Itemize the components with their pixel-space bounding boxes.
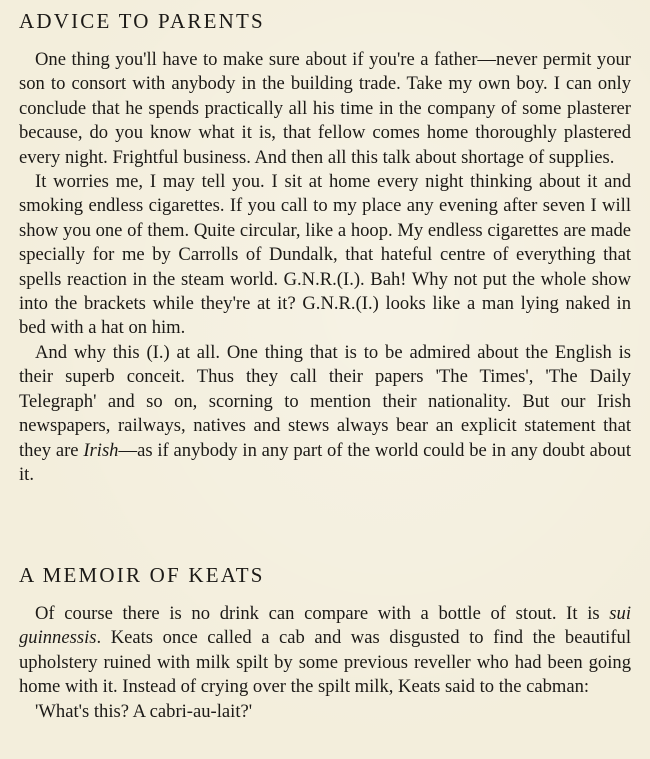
section-memoir-of-keats [19,562,631,724]
section-heading: A MEMOIR OF KEATS [19,563,265,587]
paragraph: And why this (I.) at all. One thing that is to be admired about the English is their superb conceit. Thus they call their papers 'The Times', 'The Daily Telegraph' and so on, scorning to mention their nationality. But our Irish newspapers, railways, natives and stews always bear an explicit statement that they are Irish—as if anybody in any part of the world could be in any doubt about it. [19,341,631,485]
section-heading: ADVICE TO PARENTS [19,9,265,33]
italic-phrase: sui guinnessis [19,603,631,649]
paragraph: One thing you'll have to make sure about if you're a father—never permit your son to consort with anybody in the building trade. Take my own boy. I can only conclude that he spends practically all his time in the company of some plasterer because, do you know what it is, that fellow comes home thoroughly plastered every night. Frightful business. And then all this talk about shortage of supplies. [19,49,631,168]
paragraph: Of course there is no drink can compare with a bottle of stout. It is sui guinnessis. Keats once called a cab and was disgusted to find the beautiful upholstery ruined with milk spilt by some previous reveller who had been going home with it. Instead of crying over the spilt milk, Keats said to the cabman: [19,603,631,698]
paragraph: It worries me, I may tell you. I sit at home every night thinking about it and smoking endless cigarettes. If you call to my place any evening after seven I will show you one of them. Quite circular, like a hoop. My endless cigarettes are made specially for me by Carrolls of Dundalk, that hateful centre of everything that spells reaction in the steam world. G.N.R.(I.). Bah! Why not put the whole show into the brackets while they're at it? G.N.R.(I.) looks like a man lying naked in bed with a hat on him. [19,171,631,339]
quoted-reply: 'What's this? A cabri-au-lait?' [35,700,253,722]
italic-word: Irish [83,439,119,461]
section-advice-to-parents [19,8,631,487]
